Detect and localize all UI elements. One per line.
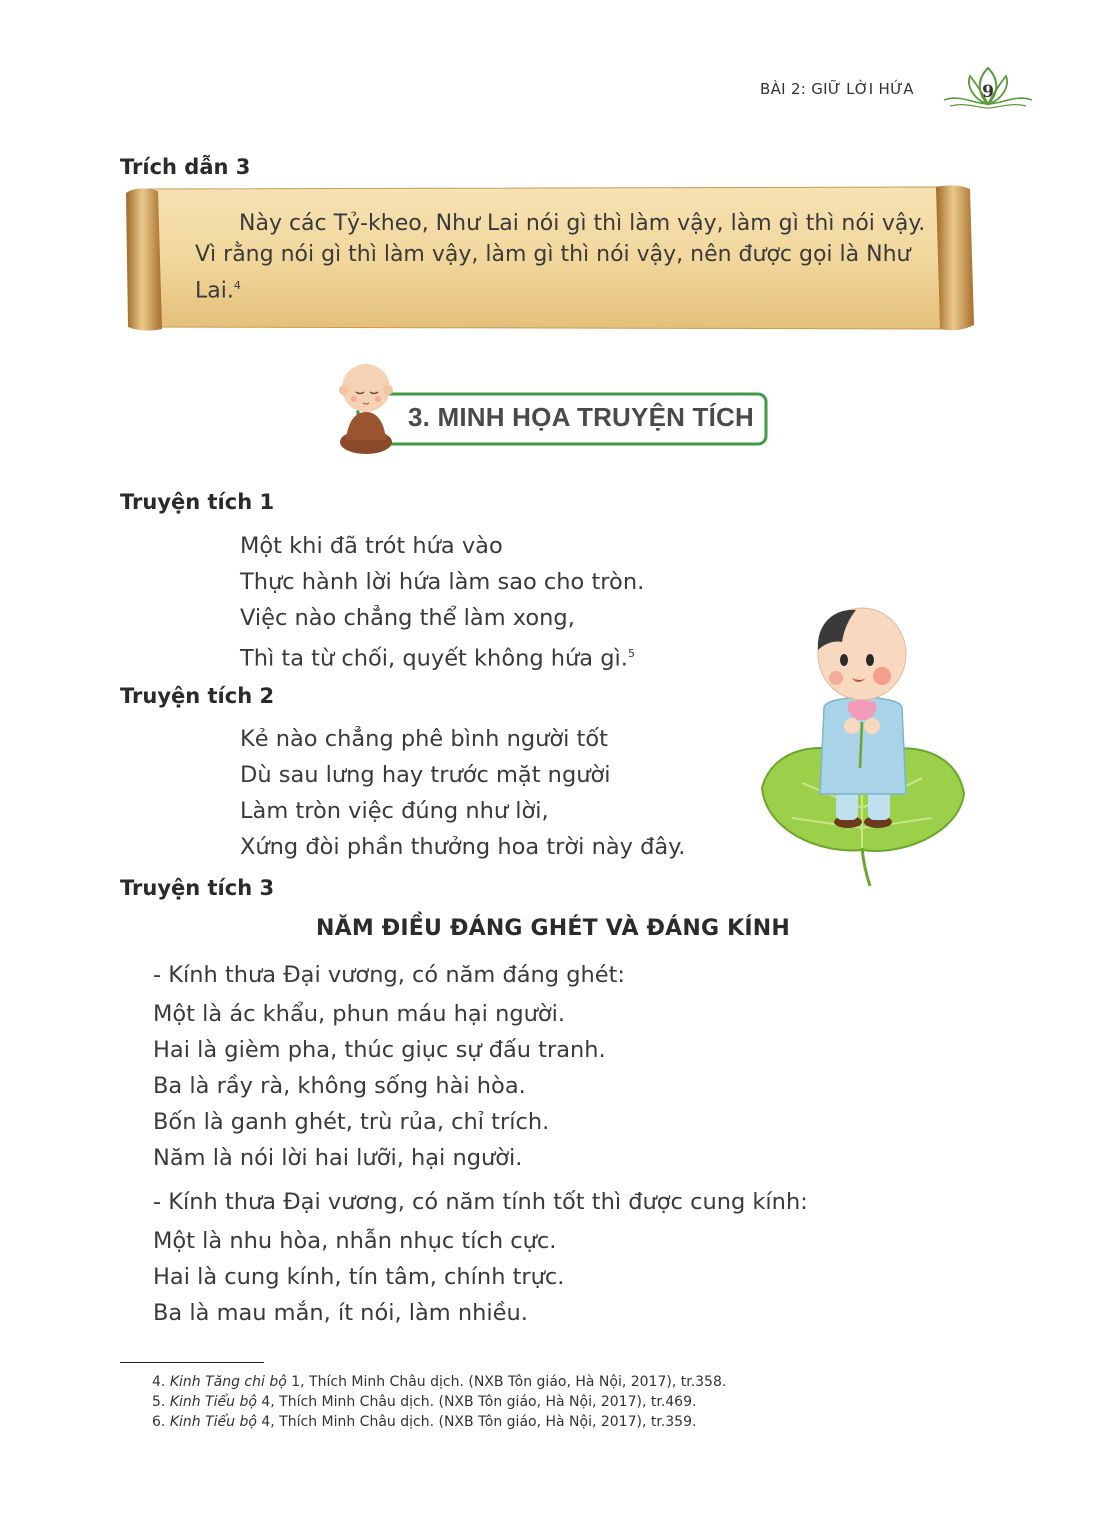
footnotes	[152, 1372, 726, 1432]
verse-line: Kẻ nào chẳng phê bình người tốt	[240, 726, 608, 752]
hateful-list	[153, 996, 606, 1176]
list-item: Một là nhu hòa, nhẫn nhục tích cực.	[153, 1228, 557, 1254]
verse-line: Làm tròn việc đúng như lời,	[240, 798, 549, 824]
story3-title: NĂM ĐIỀU ĐÁNG GHÉT VÀ ĐÁNG KÍNH	[316, 916, 790, 941]
verse-line: Xứng đòi phần thưởng hoa trời này đây.	[240, 834, 686, 860]
list-item: Bốn là ganh ghét, trù rủa, chỉ trích.	[153, 1109, 550, 1135]
footnote: 6. Kinh Tiểu bộ 4, Thích Minh Châu dịch. (NXB Tôn giáo, Hà Nội, 2017), tr.359.	[152, 1414, 697, 1430]
child-monk-lotus-leaf-illustration	[752, 598, 972, 888]
footnote-rule	[120, 1362, 264, 1363]
list-item: Năm là nói lời hai lưỡi, hại người.	[153, 1145, 523, 1171]
page-number: 9	[982, 82, 994, 102]
story2-verse	[240, 721, 685, 865]
list-item: Ba là mau mắn, ít nói, làm nhiều.	[153, 1300, 528, 1326]
footnote: 4. Kinh Tăng chi bộ 1, Thích Minh Châu dịch. (NXB Tôn giáo, Hà Nội, 2017), tr.358.	[152, 1374, 727, 1390]
verse-line: Một khi đã trót hứa vào	[240, 533, 503, 559]
list-item: Hai là cung kính, tín tâm, chính trực.	[153, 1264, 565, 1290]
verse-line: Dù sau lưng hay trước mặt người	[240, 762, 611, 788]
quote-text: Này các Tỷ-kheo, Như Lai nói gì thì làm vậy, làm gì thì nói vậy. Vì rằng nói gì thì làm vậy, làm gì thì nói vậy, nên được gọi là Như Lai.$^4$	[195, 211, 926, 304]
list-item: Ba là rầy rà, không sống hài hòa.	[153, 1073, 526, 1099]
list-item: Một là ác khẩu, phun máu hại người.	[153, 1001, 566, 1027]
footnote: 5. Kinh Tiểu bộ 4, Thích Minh Châu dịch. (NXB Tôn giáo, Hà Nội, 2017), tr.469.	[152, 1394, 697, 1410]
running-head: BÀI 2: GIỮ LỜI HỨA	[760, 80, 914, 98]
story3-heading: Truyện tích 3	[120, 876, 275, 900]
verse-line: Thực hành lời hứa làm sao cho tròn.	[240, 569, 645, 595]
hateful-intro: - Kính thưa Đại vương, có năm đáng ghét:	[153, 962, 626, 988]
list-item: Hai là gièm pha, thúc giục sự đấu tranh.	[153, 1037, 606, 1063]
story1-verse	[240, 528, 644, 677]
verse-line: Việc nào chẳng thể làm xong,	[240, 605, 575, 631]
section-title: 3. MINH HỌA TRUYỆN TÍCH	[408, 402, 754, 432]
virtues-intro: - Kính thưa Đại vương, có năm tính tốt thì được cung kính:	[153, 1189, 808, 1215]
quote-heading: Trích dẫn 3	[120, 155, 251, 179]
verse-line: Thì ta từ chối, quyết không hứa gì.$^5$	[240, 645, 635, 672]
story1-heading: Truyện tích 1	[120, 490, 275, 514]
story2-heading: Truyện tích 2	[120, 684, 275, 708]
virtues-list	[153, 1223, 564, 1331]
